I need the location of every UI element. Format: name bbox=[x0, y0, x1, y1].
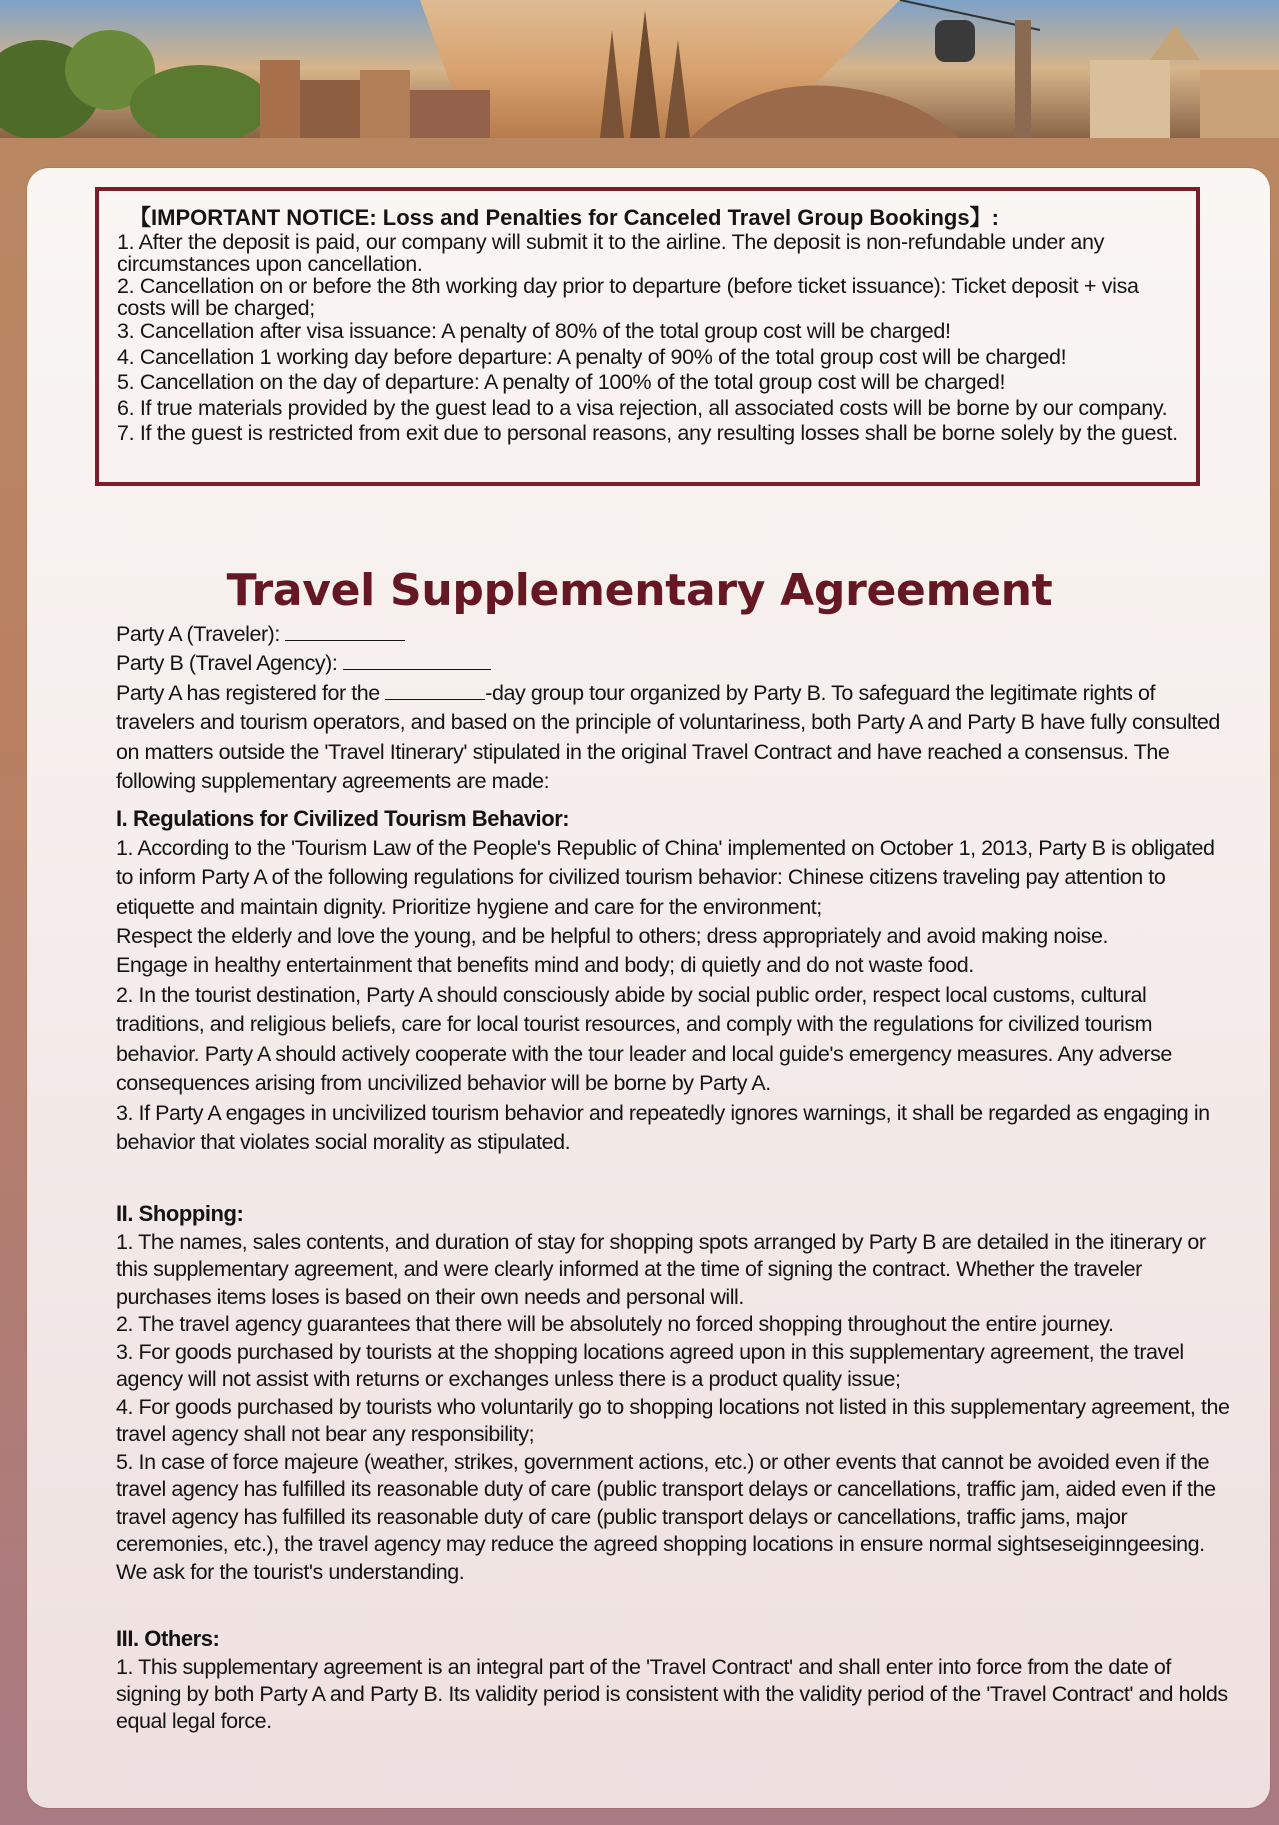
tour-days-blank[interactable] bbox=[385, 683, 485, 700]
party-b-label: Party B (Travel Agency): bbox=[116, 651, 338, 676]
notice-item: 2. Cancellation on or before the 8th working day prior to departure (before ticket issuance): Ticket deposit + visa costs will be charged; bbox=[117, 274, 1139, 320]
section-heading: I. Regulations for Civilized Tourism Behavior: bbox=[116, 806, 570, 832]
section-paragraph: Engage in healthy entertainment that benefits mind and body; di quietly and do not waste food. bbox=[116, 953, 974, 978]
section-paragraph: 4. For goods purchased by tourists who voluntarily go to shopping locations not listed in this supplementary agreement, the travel agency shall not bear any responsibility; bbox=[116, 1394, 1230, 1447]
section-paragraph: 2. In the tourist destination, Party A should consciously abide by social public order, respect local customs, cultural traditions, and religious beliefs, care for local tourist resources, and comply with the regulations for civilized tourism behavior. Party A should actively cooperate with the tour leader and local guide's emergency measures. Any adverse consequences arising from uncivilized behavior will be borne by Party A. bbox=[116, 982, 1172, 1096]
party-a-blank[interactable] bbox=[285, 624, 405, 641]
section-paragraph: 1. According to the 'Tourism Law of the People's Republic of China' implemented on October 1, 2013, Party B is obligated to inform Party A of the following regulations for civilized tourism behavior: Chinese citizens traveling pay attention to etiquette and maintain dignity. Prioritize hygiene and care for the environment; bbox=[116, 835, 1215, 919]
section-paragraph: 1. This supplementary agreement is an integral part of the 'Travel Contract' and shall enter into force from the date of signing by both Party A and Party B. Its validity period is consistent with the validity period of the 'Travel Contract' and holds equal legal force. bbox=[116, 1654, 1228, 1733]
agreement-body bbox=[116, 620, 1236, 1735]
section-heading: II. Shopping: bbox=[116, 1201, 244, 1227]
party-a-label: Party A (Traveler): bbox=[116, 622, 280, 646]
notice-item: 3. Cancellation after visa issuance: A penalty of 80% of the total group cost will be charged! bbox=[117, 319, 951, 343]
section-paragraph: 5. In case of force majeure (weather, strikes, government actions, etc.) or other events that cannot be avoided even if the travel agency has fulfilled its reasonable duty of care (public transport delays or cancellations, traffic jam, aided even if the travel agency has fulfilled its reasonable duty of care (public transport delays or cancellations, traffic jams, major ceremonies, etc.), the travel agency may reduce the agreed shopping locations in ensure normal sightseseiginngeesing. We ask for the tourist's understanding. bbox=[116, 1449, 1216, 1584]
notice-title: 【IMPORTANT NOTICE: Loss and Penalties for Canceled Travel Group Bookings】: bbox=[129, 205, 999, 230]
section-paragraph: 1. The names, sales contents, and duration of stay for shopping spots arranged by Party B are detailed in the itinerary or this supplementary agreement, and were clearly informed at the time of signing the contract. Whether the traveler purchases items loses is based on their own needs and personal will. bbox=[116, 1229, 1206, 1309]
important-notice-box bbox=[95, 187, 1200, 486]
intro-before: Party A has registered for the bbox=[116, 680, 380, 705]
header-banner bbox=[0, 0, 1279, 138]
section-heading: III. Others: bbox=[116, 1626, 220, 1652]
notice-item: 7. If the guest is restricted from exit due to personal reasons, any resulting losses shall be borne solely by the guest. bbox=[117, 421, 1178, 445]
section-paragraph: 2. The travel agency guarantees that there will be absolutely no forced shopping throughout the entire journey. bbox=[116, 1312, 1114, 1337]
notice-item: 5. Cancellation on the day of departure: A penalty of 100% of the total group cost will be charged! bbox=[117, 370, 1006, 394]
intro-after: -day group tour organized by Party B. To safeguard the legitimate rights of travelers and tourism operators, and based on the principle of voluntariness, both Party A and Party B have fully consulted on matters outside the 'Travel Itinerary' stipulated in the original Travel Contract and have reached a consensus. The following supplementary agreements are made: bbox=[116, 680, 1220, 794]
notice-item: 1. After the deposit is paid, our company will submit it to the airline. The deposit is non-refundable under any circumstances upon cancellation. bbox=[117, 230, 1105, 276]
city-skyline-image bbox=[0, 0, 1279, 138]
party-b-blank[interactable] bbox=[343, 653, 491, 670]
section-paragraph: Respect the elderly and love the young, and be helpful to others; dress appropriately and avoid making noise. bbox=[116, 924, 1108, 949]
notice-item: 6. If true materials provided by the guest lead to a visa rejection, all associated costs will be borne by our company. bbox=[117, 395, 1168, 420]
party-b-line bbox=[116, 649, 1236, 678]
section-paragraph: 3. For goods purchased by tourists at the shopping locations agreed upon in this supplementary agreement, the travel agency will not assist with returns or exchanges unless there is a product quality issue; bbox=[116, 1339, 1184, 1392]
party-a-line bbox=[116, 620, 1236, 649]
notice-item: 4. Cancellation 1 working day before departure: A penalty of 90% of the total group cost will be charged! bbox=[117, 344, 1067, 369]
section-paragraph: 3. If Party A engages in uncivilized tourism behavior and repeatedly ignores warnings, it shall be regarded as engaging in behavior that violates social morality as stipulated. bbox=[116, 1100, 1210, 1154]
agreement-title: Travel Supplementary Agreement bbox=[226, 565, 1053, 616]
intro-paragraph bbox=[116, 679, 1236, 797]
